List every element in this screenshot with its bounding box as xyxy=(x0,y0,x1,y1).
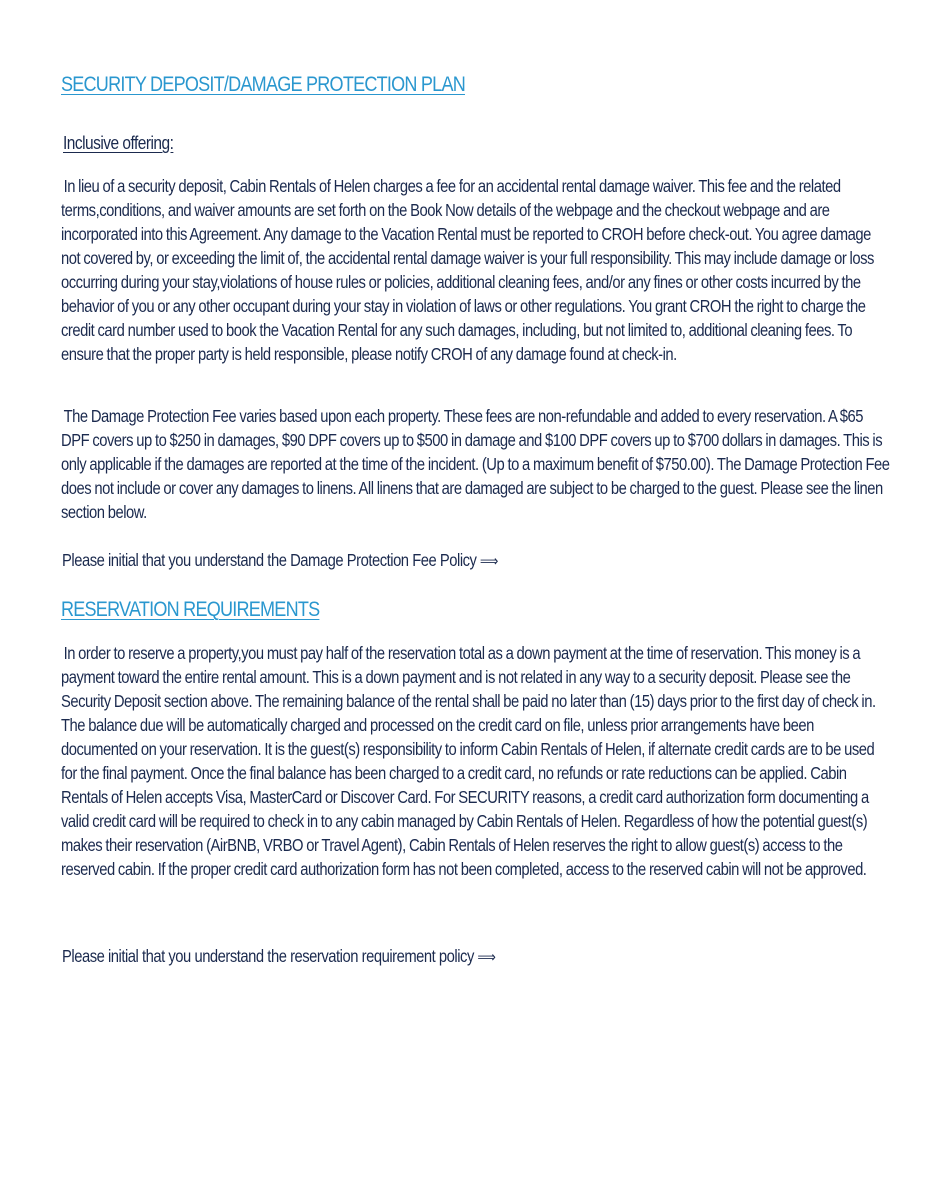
double-arrow-right-icon: ⟹ xyxy=(477,948,496,966)
initial-prompt-text: Please initial that you understand the Damage Protection Fee Policy xyxy=(62,550,477,570)
section-title-reservation-requirements: RESERVATION REQUIREMENTS xyxy=(61,598,320,621)
initial-prompt-text: Please initial that you understand the reservation requirement policy xyxy=(62,946,474,966)
paragraph-damage-protection-fee xyxy=(61,404,891,524)
double-arrow-right-icon: ⟹ xyxy=(479,552,498,570)
initial-prompt-reservation xyxy=(62,944,495,969)
initial-prompt-damage-protection xyxy=(62,548,498,573)
paragraph-security-deposit-terms xyxy=(61,174,891,366)
paragraph-reservation-requirements xyxy=(61,641,891,881)
paragraph-text: The Damage Protection Fee varies based upon each property. These fees are non-refundable and added to every reservation. A $65 DPF covers up to $250 in damages, $90 DPF covers up to $500 in damage and $100 DPF covers up to $700 dollars in damages. This is only applicable if the damages are reported at the time of the incident. (Up to a maximum benefit of $750.00). The Damage Protection Fee does not include or cover any damages to linens. All linens that are damaged are subject to be charged to the guest. Please see the linen section below. xyxy=(61,406,890,522)
paragraph-text: In order to reserve a property,you must pay half of the reservation total as a down payment at the time of reservation. This money is a payment toward the entire rental amount. This is a down payment and is not related in any way to a security deposit. Please see the Security Deposit section above. The remaining balance of the rental shall be paid no later than (15) days prior to the first day of check in. The balance due will be automatically charged and processed on the credit card on file, unless prior arrangements have been documented on your reservation. It is the guest(s) responsibility to inform Cabin Rentals of Helen, if alternate credit cards are to be used for the final payment. Once the final balance has been charged to a credit card, no refunds or rate reductions can be applied. Cabin Rentals of Helen accepts Visa, MasterCard or Discover Card. For SECURITY reasons, a credit card authorization form documenting a valid credit card will be required to check in to any cabin managed by Cabin Rentals of Helen. Regardless of how the potential guest(s) makes their reservation (AirBNB, VRBO or Travel Agent), Cabin Rentals of Helen reserves the right to allow guest(s) access to the reserved cabin. If the proper credit card authorization form has not been completed, access to the reserved cabin will not be approved. xyxy=(61,643,876,879)
section-title-security-deposit: SECURITY DEPOSIT/DAMAGE PROTECTION PLAN xyxy=(61,73,465,96)
subheading-inclusive-offering: Inclusive offering: xyxy=(63,133,174,153)
paragraph-text: In lieu of a security deposit, Cabin Rentals of Helen charges a fee for an accidental rental damage waiver. This fee and the related terms,conditions, and waiver amounts are set forth on the Book Now details of the webpage and the checkout webpage and are incorporated into this Agreement. Any damage to the Vacation Rental must be reported to CROH before check-out. You agree damage not covered by, or exceeding the limit of, the accidental rental damage waiver is your full responsibility. This may include damage or loss occurring during your stay,violations of house rules or policies, additional cleaning fees, and/or any fines or other costs incurred by the behavior of you or any other occupant during your stay in violation of laws or other regulations. You grant CROH the right to charge the credit card number used to book the Vacation Rental for any such damages, including, but not limited to, additional cleaning fees. To ensure that the proper party is held responsible, please notify CROH of any damage found at check-in. xyxy=(61,176,874,364)
